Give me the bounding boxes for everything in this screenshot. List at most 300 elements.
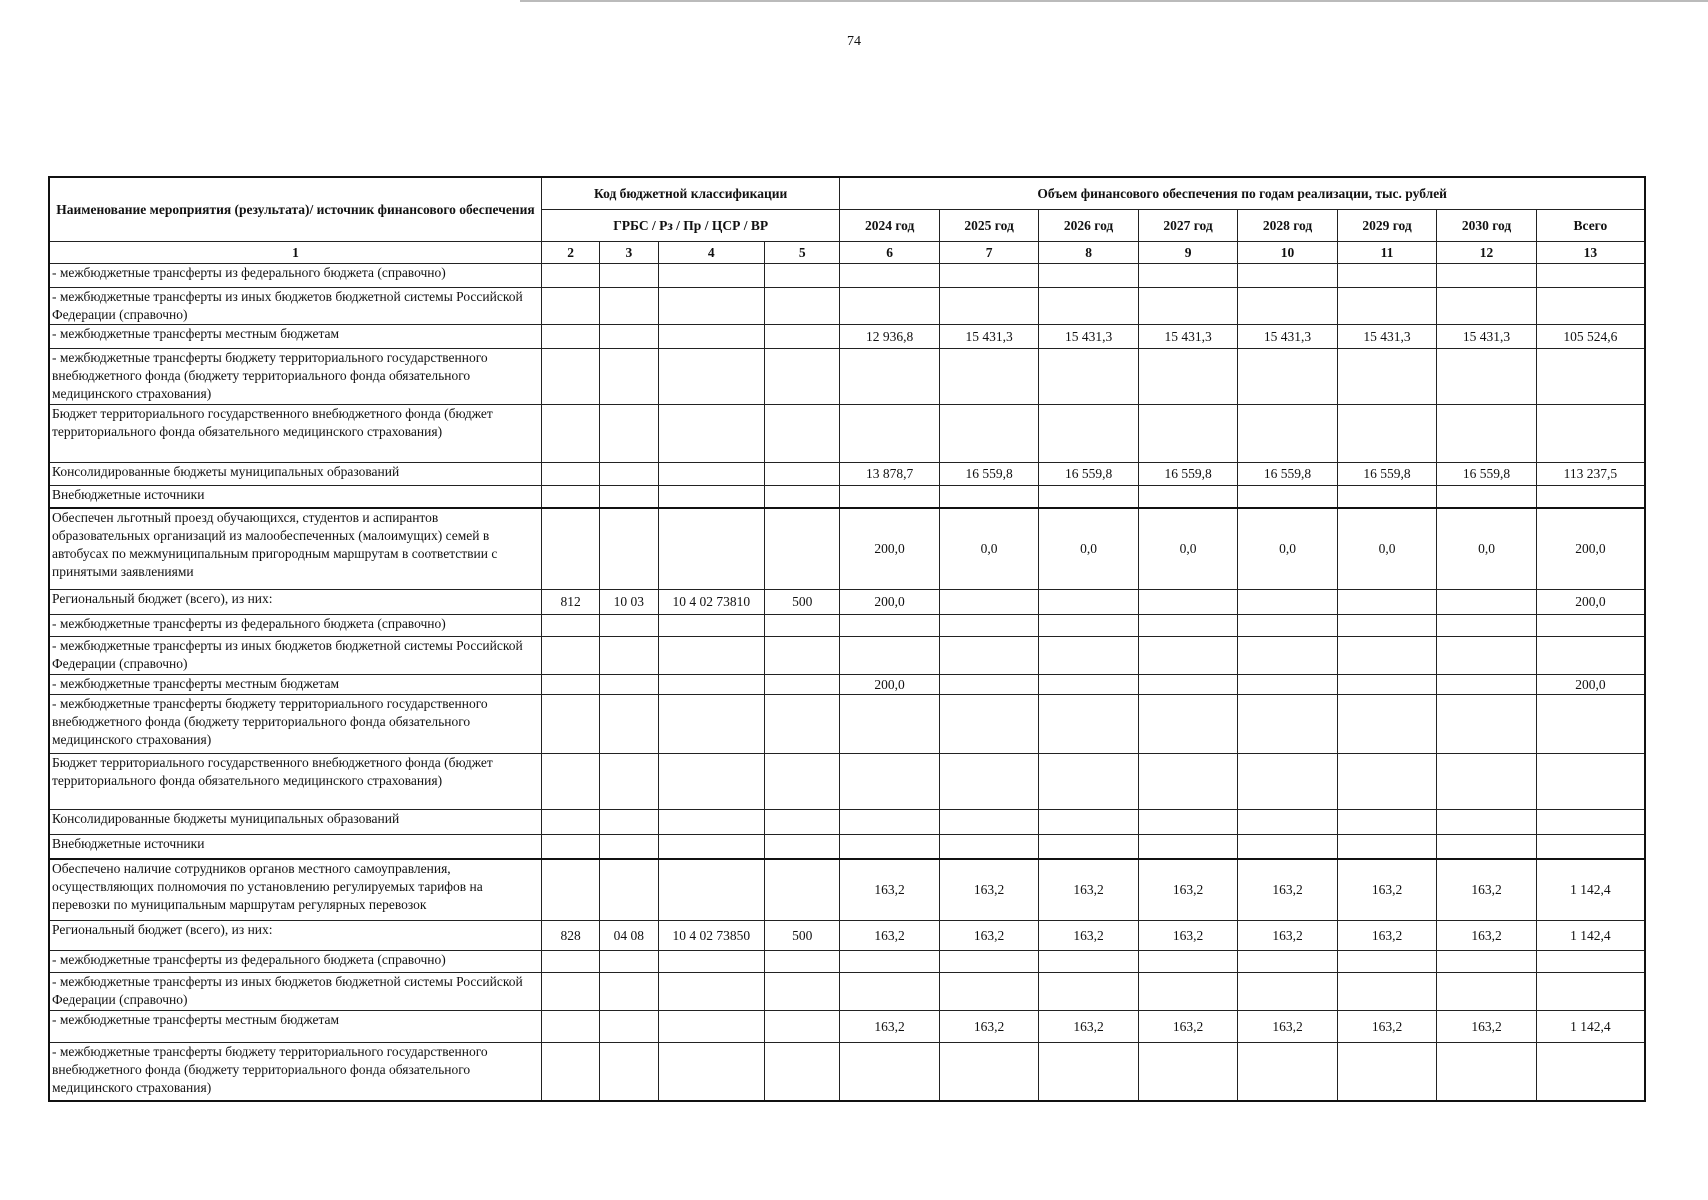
year-value-cell: 163,2 (1039, 1011, 1138, 1043)
csr-code-cell (658, 637, 765, 675)
table-row (49, 486, 1645, 508)
row-name-cell: - межбюджетные трансферты местным бюджетам (49, 1011, 541, 1043)
vr-code-cell: 500 (765, 590, 840, 615)
rz-pr-code-cell (600, 463, 658, 486)
table-row (49, 405, 1645, 463)
rz-pr-code-cell (600, 754, 658, 810)
rz-pr-code-cell (600, 810, 658, 835)
csr-code-cell (658, 675, 765, 695)
column-number: 12 (1437, 242, 1536, 264)
year-value-cell (1138, 615, 1237, 637)
year-value-cell (1039, 637, 1138, 675)
year-value-cell (840, 951, 939, 973)
year-value-cell (840, 349, 939, 405)
year-value-cell (939, 405, 1038, 463)
vr-code-cell (765, 508, 840, 590)
row-name-cell: Обеспечено наличие сотрудников органов местного самоуправления, осуществляющих полномочия по установлению регулируемых тарифов на перевозки по муниципальным маршрутам регулярных перевозок (49, 859, 541, 921)
header-year: 2025 год (939, 210, 1038, 242)
year-value-cell (1437, 951, 1536, 973)
grbs-code-cell (541, 264, 599, 288)
row-name-cell: - межбюджетные трансферты бюджету территориального государственного внебюджетного фонда (бюджету территориального фонда обязательного медицинского страхования) (49, 695, 541, 754)
table-row (49, 810, 1645, 835)
row-name-cell: - межбюджетные трансферты из иных бюджетов бюджетной системы Российской Федерации (справочно) (49, 288, 541, 325)
column-number: 11 (1337, 242, 1436, 264)
rz-pr-code-cell (600, 835, 658, 859)
year-value-cell (1138, 405, 1237, 463)
row-name-cell: - межбюджетные трансферты местным бюджетам (49, 325, 541, 349)
row-name-cell: Внебюджетные источники (49, 486, 541, 508)
grbs-code-cell (541, 349, 599, 405)
year-value-cell (1238, 810, 1337, 835)
year-value-cell (1039, 615, 1138, 637)
total-value-cell: 1 142,4 (1536, 1011, 1645, 1043)
year-value-cell (939, 810, 1038, 835)
csr-code-cell (658, 1043, 765, 1101)
year-value-cell (1337, 349, 1436, 405)
rz-pr-code-cell (600, 405, 658, 463)
row-name-cell: Региональный бюджет (всего), из них: (49, 921, 541, 951)
year-value-cell (1437, 288, 1536, 325)
page-number: 74 (847, 34, 861, 49)
year-value-cell: 163,2 (939, 921, 1038, 951)
vr-code-cell (765, 637, 840, 675)
csr-code-cell (658, 1011, 765, 1043)
vr-code-cell (765, 675, 840, 695)
year-value-cell (1437, 349, 1536, 405)
header-year: 2026 год (1039, 210, 1138, 242)
header-name-column: Наименование мероприятия (результата)/ источник финансового обеспечения (49, 177, 541, 242)
row-name-cell: - межбюджетные трансферты местным бюджетам (49, 675, 541, 695)
year-value-cell (1039, 754, 1138, 810)
grbs-code-cell (541, 973, 599, 1011)
year-value-cell (1337, 637, 1436, 675)
csr-code-cell: 10 4 02 73850 (658, 921, 765, 951)
column-number: 4 (658, 242, 765, 264)
year-value-cell (1039, 405, 1138, 463)
year-value-cell: 200,0 (840, 508, 939, 590)
year-value-cell (1138, 835, 1237, 859)
year-value-cell (1337, 590, 1436, 615)
header-total: Всего (1536, 210, 1645, 242)
row-name-cell: Бюджет территориального государственного внебюджетного фонда (бюджет территориального фонда обязательного медицинского страхования) (49, 405, 541, 463)
year-value-cell (1238, 637, 1337, 675)
total-value-cell: 200,0 (1536, 508, 1645, 590)
total-value-cell (1536, 405, 1645, 463)
vr-code-cell (765, 754, 840, 810)
total-value-cell (1536, 637, 1645, 675)
year-value-cell (1138, 754, 1237, 810)
year-value-cell (1138, 590, 1237, 615)
year-value-cell: 15 431,3 (1337, 325, 1436, 349)
table-row (49, 1011, 1645, 1043)
year-value-cell: 15 431,3 (1238, 325, 1337, 349)
row-name-cell: - межбюджетные трансферты из федерального бюджета (справочно) (49, 264, 541, 288)
table-row (49, 615, 1645, 637)
total-value-cell (1536, 288, 1645, 325)
grbs-code-cell (541, 615, 599, 637)
year-value-cell (1337, 675, 1436, 695)
vr-code-cell (765, 615, 840, 637)
total-value-cell: 1 142,4 (1536, 859, 1645, 921)
year-value-cell (1437, 637, 1536, 675)
csr-code-cell (658, 264, 765, 288)
year-value-cell (939, 288, 1038, 325)
table-row (49, 754, 1645, 810)
year-value-cell (1039, 486, 1138, 508)
grbs-code-cell (541, 486, 599, 508)
year-value-cell (939, 637, 1038, 675)
year-value-cell (1337, 486, 1436, 508)
vr-code-cell: 500 (765, 921, 840, 951)
year-value-cell: 163,2 (939, 859, 1038, 921)
total-value-cell (1536, 695, 1645, 754)
rz-pr-code-cell (600, 1011, 658, 1043)
year-value-cell (1039, 288, 1138, 325)
table-row (49, 264, 1645, 288)
rz-pr-code-cell (600, 615, 658, 637)
year-value-cell (1437, 590, 1536, 615)
year-value-cell (939, 695, 1038, 754)
table-row (49, 835, 1645, 859)
vr-code-cell (765, 486, 840, 508)
year-value-cell (1138, 637, 1237, 675)
year-value-cell (939, 675, 1038, 695)
total-value-cell: 200,0 (1536, 590, 1645, 615)
rz-pr-code-cell (600, 973, 658, 1011)
total-value-cell (1536, 973, 1645, 1011)
vr-code-cell (765, 349, 840, 405)
column-number: 5 (765, 242, 840, 264)
year-value-cell: 0,0 (1039, 508, 1138, 590)
column-number: 10 (1238, 242, 1337, 264)
year-value-cell (1238, 695, 1337, 754)
table-row (49, 951, 1645, 973)
year-value-cell (1238, 615, 1337, 637)
column-number: 6 (840, 242, 939, 264)
year-value-cell (939, 973, 1038, 1011)
year-value-cell (840, 615, 939, 637)
grbs-code-cell (541, 508, 599, 590)
table-row-activity (49, 508, 1645, 590)
year-value-cell: 163,2 (1138, 921, 1237, 951)
column-number: 9 (1138, 242, 1237, 264)
year-value-cell (1238, 486, 1337, 508)
csr-code-cell (658, 951, 765, 973)
vr-code-cell (765, 405, 840, 463)
grbs-code-cell (541, 1011, 599, 1043)
year-value-cell (1238, 675, 1337, 695)
rz-pr-code-cell (600, 325, 658, 349)
table-row (49, 349, 1645, 405)
rz-pr-code-cell (600, 695, 658, 754)
year-value-cell: 16 559,8 (1337, 463, 1436, 486)
rz-pr-code-cell (600, 288, 658, 325)
year-value-cell (840, 637, 939, 675)
vr-code-cell (765, 859, 840, 921)
year-value-cell: 15 431,3 (1039, 325, 1138, 349)
year-value-cell: 163,2 (1238, 1011, 1337, 1043)
year-value-cell: 16 559,8 (1437, 463, 1536, 486)
row-name-cell: Консолидированные бюджеты муниципальных образований (49, 463, 541, 486)
table-row (49, 325, 1645, 349)
year-value-cell: 0,0 (1238, 508, 1337, 590)
csr-code-cell (658, 463, 765, 486)
year-value-cell: 163,2 (1138, 859, 1237, 921)
vr-code-cell (765, 288, 840, 325)
year-value-cell (840, 264, 939, 288)
year-value-cell (840, 835, 939, 859)
year-value-cell (1337, 264, 1436, 288)
year-value-cell: 163,2 (1437, 1011, 1536, 1043)
total-value-cell (1536, 951, 1645, 973)
year-value-cell (1039, 973, 1138, 1011)
year-value-cell (1138, 951, 1237, 973)
year-value-cell: 12 936,8 (840, 325, 939, 349)
year-value-cell (939, 486, 1038, 508)
table-row (49, 288, 1645, 325)
year-value-cell: 13 878,7 (840, 463, 939, 486)
csr-code-cell (658, 810, 765, 835)
header-year: 2028 год (1238, 210, 1337, 242)
row-name-cell: Бюджет территориального государственного внебюджетного фонда (бюджет территориального фонда обязательного медицинского страхования) (49, 754, 541, 810)
header-volume-group: Объем финансового обеспечения по годам реализации, тыс. рублей (840, 177, 1645, 210)
year-value-cell (1337, 615, 1436, 637)
year-value-cell (1238, 835, 1337, 859)
year-value-cell (1138, 486, 1237, 508)
year-value-cell (1238, 1043, 1337, 1101)
year-value-cell (1437, 754, 1536, 810)
year-value-cell: 163,2 (1337, 859, 1436, 921)
year-value-cell (1337, 695, 1436, 754)
year-value-cell (939, 615, 1038, 637)
year-value-cell (840, 810, 939, 835)
grbs-code-cell: 812 (541, 590, 599, 615)
vr-code-cell (765, 1043, 840, 1101)
total-value-cell: 113 237,5 (1536, 463, 1645, 486)
csr-code-cell (658, 695, 765, 754)
header-year: 2030 год (1437, 210, 1536, 242)
total-value-cell: 105 524,6 (1536, 325, 1645, 349)
rz-pr-code-cell (600, 951, 658, 973)
vr-code-cell (765, 835, 840, 859)
budget-table-container (48, 176, 1646, 1102)
csr-code-cell: 10 4 02 73810 (658, 590, 765, 615)
grbs-code-cell (541, 405, 599, 463)
year-value-cell (1437, 695, 1536, 754)
year-value-cell (1238, 754, 1337, 810)
vr-code-cell (765, 463, 840, 486)
rz-pr-code-cell (600, 349, 658, 405)
year-value-cell (1437, 1043, 1536, 1101)
year-value-cell (1138, 288, 1237, 325)
grbs-code-cell (541, 325, 599, 349)
grbs-code-cell (541, 288, 599, 325)
rz-pr-code-cell (600, 264, 658, 288)
grbs-code-cell (541, 859, 599, 921)
vr-code-cell (765, 264, 840, 288)
column-number: 8 (1039, 242, 1138, 264)
year-value-cell (939, 754, 1038, 810)
year-value-cell (1337, 835, 1436, 859)
total-value-cell (1536, 1043, 1645, 1101)
year-value-cell: 0,0 (1337, 508, 1436, 590)
column-number: 7 (939, 242, 1038, 264)
year-value-cell: 15 431,3 (939, 325, 1038, 349)
row-name-cell: - межбюджетные трансферты бюджету территориального государственного внебюджетного фонда (бюджету территориального фонда обязательного медицинского страхования) (49, 1043, 541, 1101)
total-value-cell: 200,0 (1536, 675, 1645, 695)
header-year: 2029 год (1337, 210, 1436, 242)
header-code-subtitle: ГРБС / Рз / Пр / ЦСР / ВР (541, 210, 839, 242)
year-value-cell (1437, 973, 1536, 1011)
year-value-cell (1238, 349, 1337, 405)
year-value-cell: 163,2 (939, 1011, 1038, 1043)
year-value-cell: 200,0 (840, 675, 939, 695)
year-value-cell (1039, 1043, 1138, 1101)
column-number: 3 (600, 242, 658, 264)
row-name-cell: - межбюджетные трансферты из федерального бюджета (справочно) (49, 951, 541, 973)
column-number: 2 (541, 242, 599, 264)
csr-code-cell (658, 405, 765, 463)
column-number: 13 (1536, 242, 1645, 264)
year-value-cell (1039, 349, 1138, 405)
year-value-cell: 16 559,8 (1238, 463, 1337, 486)
row-name-cell: Обеспечен льготный проезд обучающихся, студентов и аспирантов образовательных организаций из малообеспеченных (малоимущих) семей в автобусах по межмуниципальным пригородным маршрутам в соответствии с принятыми заявлениями (49, 508, 541, 590)
year-value-cell (1039, 695, 1138, 754)
year-value-cell: 0,0 (939, 508, 1038, 590)
year-value-cell (1337, 405, 1436, 463)
csr-code-cell (658, 288, 765, 325)
year-value-cell (1337, 754, 1436, 810)
vr-code-cell (765, 1011, 840, 1043)
year-value-cell (1138, 695, 1237, 754)
year-value-cell (1039, 675, 1138, 695)
grbs-code-cell (541, 810, 599, 835)
rz-pr-code-cell: 04 08 (600, 921, 658, 951)
total-value-cell (1536, 810, 1645, 835)
year-value-cell (840, 405, 939, 463)
rz-pr-code-cell (600, 1043, 658, 1101)
grbs-code-cell (541, 637, 599, 675)
grbs-code-cell (541, 754, 599, 810)
table-row (49, 463, 1645, 486)
year-value-cell (1039, 810, 1138, 835)
grbs-code-cell (541, 835, 599, 859)
rz-pr-code-cell: 10 03 (600, 590, 658, 615)
rz-pr-code-cell (600, 637, 658, 675)
csr-code-cell (658, 325, 765, 349)
total-value-cell (1536, 615, 1645, 637)
year-value-cell: 16 559,8 (1138, 463, 1237, 486)
year-value-cell (939, 951, 1038, 973)
header-code-group: Код бюджетной классификации (541, 177, 839, 210)
year-value-cell (1039, 835, 1138, 859)
year-value-cell (840, 973, 939, 1011)
grbs-code-cell (541, 1043, 599, 1101)
table-row (49, 675, 1645, 695)
year-value-cell (1138, 973, 1237, 1011)
csr-code-cell (658, 973, 765, 1011)
row-name-cell: Консолидированные бюджеты муниципальных образований (49, 810, 541, 835)
year-value-cell (939, 1043, 1038, 1101)
table-row (49, 1043, 1645, 1101)
year-value-cell (1437, 810, 1536, 835)
grbs-code-cell: 828 (541, 921, 599, 951)
year-value-cell (1039, 590, 1138, 615)
vr-code-cell (765, 951, 840, 973)
year-value-cell (1337, 1043, 1436, 1101)
year-value-cell (1138, 264, 1237, 288)
year-value-cell (840, 288, 939, 325)
year-value-cell: 200,0 (840, 590, 939, 615)
year-value-cell: 16 559,8 (1039, 463, 1138, 486)
rz-pr-code-cell (600, 675, 658, 695)
row-name-cell: - межбюджетные трансферты из иных бюджетов бюджетной системы Российской Федерации (справочно) (49, 973, 541, 1011)
year-value-cell (939, 264, 1038, 288)
year-value-cell (939, 349, 1038, 405)
header-year: 2027 год (1138, 210, 1237, 242)
year-value-cell: 163,2 (1337, 921, 1436, 951)
year-value-cell (840, 695, 939, 754)
csr-code-cell (658, 754, 765, 810)
table-row (49, 921, 1645, 951)
csr-code-cell (658, 508, 765, 590)
top-rule (520, 0, 1708, 2)
year-value-cell (1138, 675, 1237, 695)
year-value-cell: 15 431,3 (1138, 325, 1237, 349)
vr-code-cell (765, 973, 840, 1011)
year-value-cell (939, 590, 1038, 615)
total-value-cell: 1 142,4 (1536, 921, 1645, 951)
year-value-cell: 163,2 (1337, 1011, 1436, 1043)
grbs-code-cell (541, 675, 599, 695)
year-value-cell (1437, 486, 1536, 508)
table-row (49, 590, 1645, 615)
year-value-cell (1437, 675, 1536, 695)
grbs-code-cell (541, 951, 599, 973)
row-name-cell: Региональный бюджет (всего), из них: (49, 590, 541, 615)
year-value-cell (1138, 810, 1237, 835)
year-value-cell: 163,2 (1437, 859, 1536, 921)
year-value-cell: 15 431,3 (1437, 325, 1536, 349)
year-value-cell (1039, 264, 1138, 288)
year-value-cell (1337, 810, 1436, 835)
total-value-cell (1536, 754, 1645, 810)
budget-table (48, 176, 1646, 1102)
year-value-cell (1437, 264, 1536, 288)
year-value-cell: 163,2 (1039, 921, 1138, 951)
table-row (49, 695, 1645, 754)
rz-pr-code-cell (600, 859, 658, 921)
vr-code-cell (765, 810, 840, 835)
header-year: 2024 год (840, 210, 939, 242)
csr-code-cell (658, 835, 765, 859)
table-row (49, 637, 1645, 675)
csr-code-cell (658, 349, 765, 405)
year-value-cell (1138, 349, 1237, 405)
csr-code-cell (658, 486, 765, 508)
year-value-cell: 163,2 (1039, 859, 1138, 921)
year-value-cell (1337, 288, 1436, 325)
year-value-cell (1238, 590, 1337, 615)
year-value-cell: 163,2 (1437, 921, 1536, 951)
rz-pr-code-cell (600, 486, 658, 508)
vr-code-cell (765, 325, 840, 349)
year-value-cell: 163,2 (840, 921, 939, 951)
budget-table-body (49, 264, 1645, 1101)
year-value-cell (840, 1043, 939, 1101)
year-value-cell (1238, 973, 1337, 1011)
year-value-cell (1138, 1043, 1237, 1101)
